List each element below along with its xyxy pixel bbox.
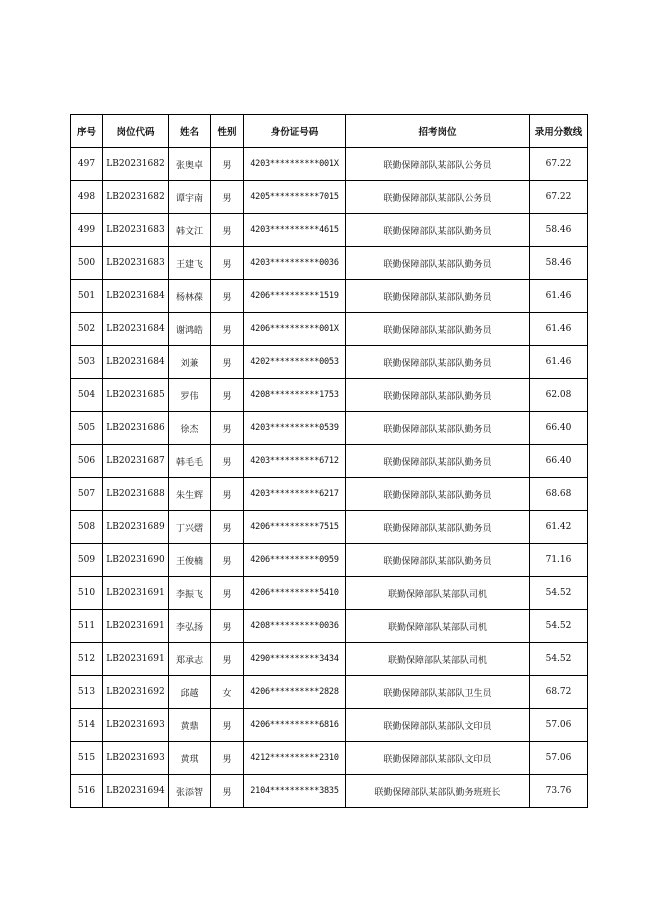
- table-row: [71, 511, 588, 544]
- table-row: [71, 775, 588, 808]
- cell-seq: 504: [71, 379, 103, 412]
- cell-id-number: 4203**********6217: [244, 478, 346, 511]
- cell-seq: 514: [71, 709, 103, 742]
- cell-position: 联勤保障部队某部队勤务员: [346, 412, 530, 445]
- cell-id-number: 4206**********6816: [244, 709, 346, 742]
- cell-post-code: LB20231684: [103, 280, 169, 313]
- cell-post-code: LB20231690: [103, 544, 169, 577]
- cell-name: 韩毛毛: [169, 445, 211, 478]
- cell-position: 联勤保障部队某部队勤务员: [346, 511, 530, 544]
- cell-score-line: 62.08: [530, 379, 588, 412]
- cell-id-number: 4203**********0539: [244, 412, 346, 445]
- cell-post-code: LB20231685: [103, 379, 169, 412]
- cell-name: 朱生辉: [169, 478, 211, 511]
- cell-post-code: LB20231692: [103, 676, 169, 709]
- cell-post-code: LB20231689: [103, 511, 169, 544]
- cell-gender: 男: [211, 412, 244, 445]
- cell-position: 联勤保障部队某部队勤务员: [346, 478, 530, 511]
- header-gender: 性别: [211, 115, 244, 148]
- cell-id-number: 4290**********3434: [244, 643, 346, 676]
- cell-score-line: 54.52: [530, 577, 588, 610]
- cell-gender: 男: [211, 610, 244, 643]
- cell-score-line: 61.46: [530, 346, 588, 379]
- cell-post-code: LB20231688: [103, 478, 169, 511]
- cell-score-line: 58.46: [530, 247, 588, 280]
- cell-post-code: LB20231682: [103, 148, 169, 181]
- table-row: [71, 577, 588, 610]
- cell-position: 联勤保障部队某部队勤务班班长: [346, 775, 530, 808]
- cell-gender: 男: [211, 379, 244, 412]
- cell-name: 张添智: [169, 775, 211, 808]
- cell-score-line: 61.46: [530, 313, 588, 346]
- cell-name: 丁兴熠: [169, 511, 211, 544]
- cell-post-code: LB20231684: [103, 346, 169, 379]
- table-row: [71, 742, 588, 775]
- header-seq: 序号: [71, 115, 103, 148]
- cell-id-number: 4206**********2828: [244, 676, 346, 709]
- cell-post-code: LB20231683: [103, 247, 169, 280]
- cell-gender: 男: [211, 511, 244, 544]
- table-row: [71, 181, 588, 214]
- cell-position: 联勤保障部队某部队勤务员: [346, 544, 530, 577]
- cell-position: 联勤保障部队某部队勤务员: [346, 280, 530, 313]
- cell-name: 谭宇南: [169, 181, 211, 214]
- cell-seq: 512: [71, 643, 103, 676]
- header-name: 姓名: [169, 115, 211, 148]
- cell-seq: 510: [71, 577, 103, 610]
- cell-name: 张奥卓: [169, 148, 211, 181]
- cell-id-number: 4206**********1519: [244, 280, 346, 313]
- cell-id-number: 4206**********0959: [244, 544, 346, 577]
- cell-seq: 499: [71, 214, 103, 247]
- cell-score-line: 67.22: [530, 148, 588, 181]
- cell-position: 联勤保障部队某部队公务员: [346, 181, 530, 214]
- cell-score-line: 68.72: [530, 676, 588, 709]
- cell-name: 谢鸿皓: [169, 313, 211, 346]
- cell-position: 联勤保障部队某部队文印员: [346, 709, 530, 742]
- cell-post-code: LB20231691: [103, 643, 169, 676]
- cell-id-number: 4206**********001X: [244, 313, 346, 346]
- cell-post-code: LB20231694: [103, 775, 169, 808]
- cell-score-line: 73.76: [530, 775, 588, 808]
- cell-gender: 男: [211, 280, 244, 313]
- table-row: [71, 313, 588, 346]
- cell-gender: 男: [211, 643, 244, 676]
- cell-name: 罗伟: [169, 379, 211, 412]
- cell-position: 联勤保障部队某部队勤务员: [346, 379, 530, 412]
- cell-score-line: 57.06: [530, 742, 588, 775]
- table-row: [71, 412, 588, 445]
- table-row: [71, 379, 588, 412]
- cell-name: 王俊楠: [169, 544, 211, 577]
- cell-position: 联勤保障部队某部队勤务员: [346, 445, 530, 478]
- table-row: [71, 445, 588, 478]
- cell-id-number: 4203**********4615: [244, 214, 346, 247]
- cell-gender: 男: [211, 544, 244, 577]
- cell-seq: 513: [71, 676, 103, 709]
- table-row: [71, 643, 588, 676]
- cell-seq: 516: [71, 775, 103, 808]
- cell-seq: 501: [71, 280, 103, 313]
- cell-post-code: LB20231687: [103, 445, 169, 478]
- cell-id-number: 2104**********3835: [244, 775, 346, 808]
- table-row: [71, 280, 588, 313]
- cell-id-number: 4212**********2310: [244, 742, 346, 775]
- cell-position: 联勤保障部队某部队司机: [346, 643, 530, 676]
- cell-name: 徐杰: [169, 412, 211, 445]
- recruitment-score-table: [70, 114, 588, 808]
- cell-name: 黄鼎: [169, 709, 211, 742]
- table-row: [71, 478, 588, 511]
- cell-id-number: 4203**********001X: [244, 148, 346, 181]
- cell-position: 联勤保障部队某部队司机: [346, 577, 530, 610]
- cell-id-number: 4202**********0053: [244, 346, 346, 379]
- cell-gender: 男: [211, 181, 244, 214]
- cell-post-code: LB20231691: [103, 610, 169, 643]
- cell-score-line: 71.16: [530, 544, 588, 577]
- cell-gender: 男: [211, 742, 244, 775]
- cell-seq: 511: [71, 610, 103, 643]
- table-row: [71, 148, 588, 181]
- cell-score-line: 68.68: [530, 478, 588, 511]
- cell-seq: 508: [71, 511, 103, 544]
- cell-gender: 男: [211, 214, 244, 247]
- cell-name: 李弘扬: [169, 610, 211, 643]
- table-row: [71, 247, 588, 280]
- cell-id-number: 4208**********1753: [244, 379, 346, 412]
- cell-gender: 男: [211, 346, 244, 379]
- cell-position: 联勤保障部队某部队勤务员: [346, 214, 530, 247]
- cell-gender: 男: [211, 775, 244, 808]
- cell-position: 联勤保障部队某部队勤务员: [346, 346, 530, 379]
- cell-seq: 507: [71, 478, 103, 511]
- table-row: [71, 709, 588, 742]
- cell-name: 郑承志: [169, 643, 211, 676]
- cell-seq: 515: [71, 742, 103, 775]
- table-row: [71, 610, 588, 643]
- cell-name: 王建飞: [169, 247, 211, 280]
- cell-post-code: LB20231682: [103, 181, 169, 214]
- cell-score-line: 67.22: [530, 181, 588, 214]
- cell-gender: 女: [211, 676, 244, 709]
- cell-name: 刘兼: [169, 346, 211, 379]
- cell-position: 联勤保障部队某部队勤务员: [346, 313, 530, 346]
- cell-id-number: 4206**********7515: [244, 511, 346, 544]
- cell-id-number: 4203**********6712: [244, 445, 346, 478]
- cell-score-line: 57.06: [530, 709, 588, 742]
- cell-score-line: 66.40: [530, 412, 588, 445]
- cell-post-code: LB20231684: [103, 313, 169, 346]
- cell-name: 杨林葆: [169, 280, 211, 313]
- cell-seq: 506: [71, 445, 103, 478]
- cell-post-code: LB20231686: [103, 412, 169, 445]
- cell-score-line: 61.42: [530, 511, 588, 544]
- cell-seq: 497: [71, 148, 103, 181]
- table-header-row: [71, 115, 588, 148]
- cell-seq: 502: [71, 313, 103, 346]
- cell-score-line: 54.52: [530, 610, 588, 643]
- cell-seq: 500: [71, 247, 103, 280]
- table-row: [71, 544, 588, 577]
- header-position: 招考岗位: [346, 115, 530, 148]
- cell-id-number: 4205**********7015: [244, 181, 346, 214]
- table-row: [71, 346, 588, 379]
- cell-post-code: LB20231683: [103, 214, 169, 247]
- cell-name: 李振飞: [169, 577, 211, 610]
- cell-seq: 498: [71, 181, 103, 214]
- cell-position: 联勤保障部队某部队卫生员: [346, 676, 530, 709]
- cell-id-number: 4208**********0036: [244, 610, 346, 643]
- cell-seq: 503: [71, 346, 103, 379]
- cell-gender: 男: [211, 478, 244, 511]
- header-post-code: 岗位代码: [103, 115, 169, 148]
- cell-gender: 男: [211, 313, 244, 346]
- cell-gender: 男: [211, 577, 244, 610]
- cell-gender: 男: [211, 247, 244, 280]
- cell-gender: 男: [211, 709, 244, 742]
- cell-score-line: 66.40: [530, 445, 588, 478]
- cell-name: 黄琪: [169, 742, 211, 775]
- cell-position: 联勤保障部队某部队公务员: [346, 148, 530, 181]
- cell-position: 联勤保障部队某部队文印员: [346, 742, 530, 775]
- cell-gender: 男: [211, 445, 244, 478]
- table-row: [71, 676, 588, 709]
- header-id-number: 身份证号码: [244, 115, 346, 148]
- table-row: [71, 214, 588, 247]
- cell-seq: 509: [71, 544, 103, 577]
- cell-position: 联勤保障部队某部队司机: [346, 610, 530, 643]
- cell-id-number: 4206**********5410: [244, 577, 346, 610]
- cell-score-line: 54.52: [530, 643, 588, 676]
- cell-post-code: LB20231693: [103, 709, 169, 742]
- cell-seq: 505: [71, 412, 103, 445]
- cell-name: 韩文江: [169, 214, 211, 247]
- cell-gender: 男: [211, 148, 244, 181]
- cell-position: 联勤保障部队某部队勤务员: [346, 247, 530, 280]
- cell-score-line: 58.46: [530, 214, 588, 247]
- cell-score-line: 61.46: [530, 280, 588, 313]
- cell-post-code: LB20231691: [103, 577, 169, 610]
- cell-id-number: 4203**********0036: [244, 247, 346, 280]
- cell-post-code: LB20231693: [103, 742, 169, 775]
- table-body: [71, 148, 588, 808]
- header-score-line: 录用分数线: [530, 115, 588, 148]
- cell-name: 邱越: [169, 676, 211, 709]
